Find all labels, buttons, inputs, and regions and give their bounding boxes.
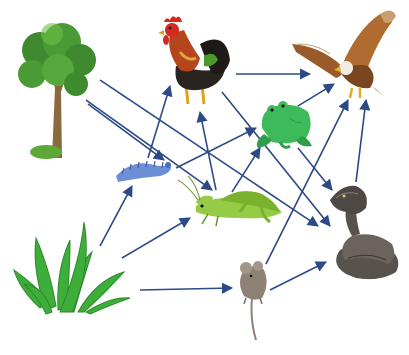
arrows-layer: [86, 74, 366, 290]
arrow-frog-to-eagle: [298, 84, 334, 106]
arrow-snake-to-eagle: [356, 100, 366, 182]
grass-icon: [14, 222, 130, 314]
arrow-grass-to-caterpillar: [100, 186, 132, 246]
mouse-icon: [240, 261, 267, 340]
caterpillar-icon: [116, 161, 171, 182]
eagle-icon: [292, 10, 396, 98]
arrow-grass-to-grasshopper: [122, 218, 190, 258]
arrow-grasshopper-to-rooster: [200, 112, 216, 190]
cobra-icon: [330, 186, 398, 279]
arrow-grasshopper-to-frog: [232, 148, 260, 192]
tree-icon: [18, 23, 96, 159]
arrow-grass-to-mouse: [140, 288, 232, 290]
grasshopper-icon: [178, 176, 282, 226]
frog-icon: [257, 101, 312, 148]
arrow-caterpillar-to-frog: [176, 128, 256, 168]
arrow-mouse-to-snake: [270, 262, 326, 290]
arrow-tree-to-caterpillar: [88, 104, 164, 160]
arrow-frog-to-snake: [298, 148, 332, 190]
arrow-caterpillar-to-rooster: [148, 86, 170, 158]
